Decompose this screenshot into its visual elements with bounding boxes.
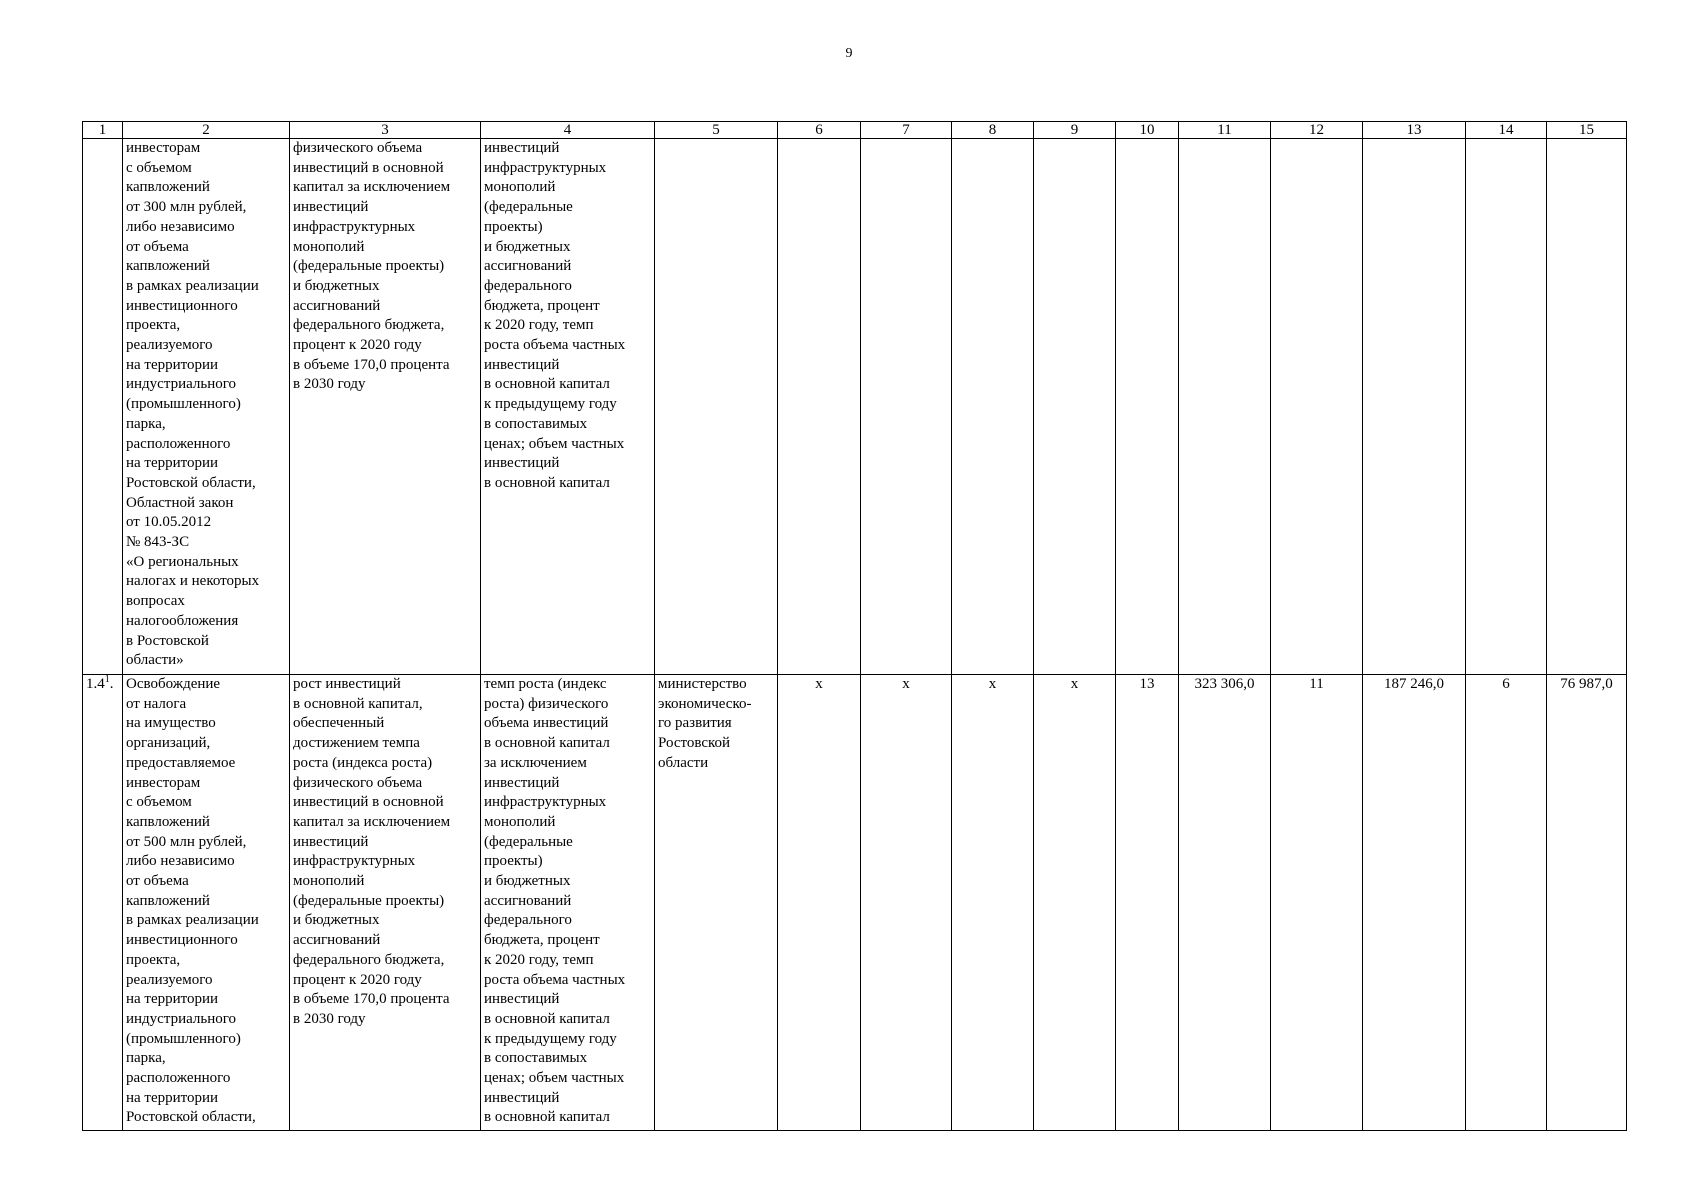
row2-col1 [83, 675, 123, 1131]
header-cell-7: 7 [861, 122, 952, 139]
row2-col7: х [861, 675, 952, 1131]
row2-col15: 76 987,0 [1547, 675, 1627, 1131]
row2-col10: 13 [1116, 675, 1179, 1131]
row2-col6: х [778, 675, 861, 1131]
row2-col2: Освобождение от налога на имущество организаций, предоставляемое инвесторам с объемом капвложений от 500 млн рублей, либо независимо от объема капвложений в рамках реализации инвестиционного проекта, реализуемого на территории индустриального (промышленного) парка, расположенного на территории Ростовской области, [123, 675, 290, 1131]
header-cell-6: 6 [778, 122, 861, 139]
row2-col14: 6 [1466, 675, 1547, 1131]
header-cell-8: 8 [952, 122, 1034, 139]
header-cell-2: 2 [123, 122, 290, 139]
header-cell-14: 14 [1466, 122, 1547, 139]
header-cell-11: 11 [1179, 122, 1271, 139]
row2-col5: министерство экономическо- го развития Ростовской области [655, 675, 778, 1131]
data-table [82, 121, 1627, 1131]
row1-col10 [1116, 139, 1179, 675]
row1-col13 [1363, 139, 1466, 675]
row1-col9 [1034, 139, 1116, 675]
row1-col6 [778, 139, 861, 675]
row1-col5 [655, 139, 778, 675]
row-number: 1.4 [86, 676, 105, 692]
header-cell-13: 13 [1363, 122, 1466, 139]
footnote-mark: 1 [104, 674, 110, 685]
header-cell-10: 10 [1116, 122, 1179, 139]
row1-col8 [952, 139, 1034, 675]
row1-col3: физического объема инвестиций в основной капитал за исключением инвестиций инфраструктурных монополий (федеральные проекты) и бюджетных ассигнований федерального бюджета, процент к 2020 году в объеме 170,0 процента в 2030 году [290, 139, 481, 675]
row1-col11 [1179, 139, 1271, 675]
header-cell-5: 5 [655, 122, 778, 139]
header-cell-9: 9 [1034, 122, 1116, 139]
row1-col12 [1271, 139, 1363, 675]
row2-col8: х [952, 675, 1034, 1131]
row1-col2: инвесторам с объемом капвложений от 300 млн рублей, либо независимо от объема капвложений в рамках реализации инвестиционного проекта, реализуемого на территории индустриального (промышленного) парка, расположенного на территории Ростовской области, Областной закон от 10.05.2012 № 843-ЗС «О региональных налогах и некоторых вопросах налогообложения в Ростовской области» [123, 139, 290, 675]
page-number: 9 [845, 46, 853, 61]
table-row [83, 139, 1627, 675]
row2-col3: рост инвестиций в основной капитал, обеспеченный достижением темпа роста (индекса роста) физического объема инвестиций в основной капитал за исключением инвестиций инфраструктурных монополий (федеральные проекты) и бюджетных ассигнований федерального бюджета, процент к 2020 году в объеме 170,0 процента в 2030 году [290, 675, 481, 1131]
row2-col13: 187 246,0 [1363, 675, 1466, 1131]
header-cell-3: 3 [290, 122, 481, 139]
table-row [83, 675, 1627, 1131]
header-cell-1: 1 [83, 122, 123, 139]
row1-col4: инвестиций инфраструктурных монополий (федеральные проекты) и бюджетных ассигнований федерального бюджета, процент к 2020 году, темп роста объема частных инвестиций в основной капитал к предыдущему году в сопоставимых ценах; объем частных инвестиций в основной капитал [481, 139, 655, 675]
row1-col14 [1466, 139, 1547, 675]
row2-col12: 11 [1271, 675, 1363, 1131]
header-row [83, 122, 1627, 139]
row2-col9: х [1034, 675, 1116, 1131]
row2-col11: 323 306,0 [1179, 675, 1271, 1131]
row1-col1 [83, 139, 123, 675]
header-cell-4: 4 [481, 122, 655, 139]
header-cell-12: 12 [1271, 122, 1363, 139]
row1-col15 [1547, 139, 1627, 675]
row2-col4: темп роста (индекс роста) физического объема инвестиций в основной капитал за исключением инвестиций инфраструктурных монополий (федеральные проекты) и бюджетных ассигнований федерального бюджета, процент к 2020 году, темп роста объема частных инвестиций в основной капитал к предыдущему году в сопоставимых ценах; объем частных инвестиций в основной капитал [481, 675, 655, 1131]
row-number-suffix: . [109, 676, 114, 692]
row1-col7 [861, 139, 952, 675]
header-cell-15: 15 [1547, 122, 1627, 139]
